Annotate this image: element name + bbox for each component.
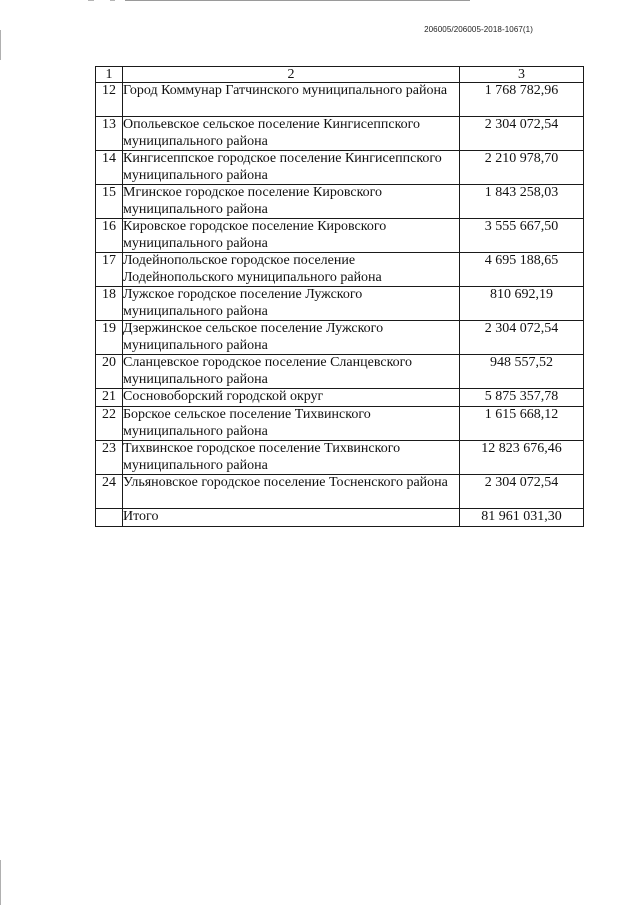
municipality-name: Кингисеппское городское поселение Кингисеппского муниципального района <box>123 151 460 185</box>
column-header-name: 2 <box>123 67 460 83</box>
total-row <box>96 509 584 527</box>
amount-value: 5 875 357,78 <box>460 389 584 407</box>
amount-value: 4 695 188,65 <box>460 253 584 287</box>
row-number: 21 <box>96 389 123 407</box>
table-row <box>96 407 584 441</box>
row-number: 13 <box>96 117 123 151</box>
total-label: Итого <box>123 509 460 527</box>
row-number: 24 <box>96 475 123 509</box>
table-row <box>96 287 584 321</box>
table-row <box>96 389 584 407</box>
amount-value: 810 692,19 <box>460 287 584 321</box>
municipality-name: Сланцевское городское поселение Сланцевского муниципального района <box>123 355 460 389</box>
amount-value: 948 557,52 <box>460 355 584 389</box>
amount-value: 2 210 978,70 <box>460 151 584 185</box>
scan-edge <box>0 860 1 905</box>
scan-top-rule <box>125 0 470 1</box>
municipality-name: Тихвинское городское поселение Тихвинского муниципального района <box>123 441 460 475</box>
amount-value: 2 304 072,54 <box>460 475 584 509</box>
table-row <box>96 117 584 151</box>
municipality-name: Борское сельское поселение Тихвинского муниципального района <box>123 407 460 441</box>
column-header-amount: 3 <box>460 67 584 83</box>
municipality-name: Ульяновское городское поселение Тосненского района <box>123 475 460 509</box>
table-row <box>96 185 584 219</box>
table-row <box>96 441 584 475</box>
distribution-table <box>95 66 584 527</box>
amount-value: 1 615 668,12 <box>460 407 584 441</box>
row-number: 17 <box>96 253 123 287</box>
table-row <box>96 475 584 509</box>
table-row <box>96 219 584 253</box>
row-number: 20 <box>96 355 123 389</box>
table-header-row <box>96 67 584 83</box>
table-row <box>96 355 584 389</box>
row-number: 18 <box>96 287 123 321</box>
municipality-name: Дзержинское сельское поселение Лужского муниципального района <box>123 321 460 355</box>
table-row <box>96 83 584 117</box>
municipality-name: Кировское городское поселение Кировского муниципального района <box>123 219 460 253</box>
amount-value: 1 843 258,03 <box>460 185 584 219</box>
municipality-name: Опольевское сельское поселение Кингисеппского муниципального района <box>123 117 460 151</box>
scan-mark <box>110 0 115 4</box>
scan-mark <box>88 0 94 4</box>
row-number: 19 <box>96 321 123 355</box>
municipality-name: Мгинское городское поселение Кировского муниципального района <box>123 185 460 219</box>
municipality-name: Город Коммунар Гатчинского муниципального района <box>123 83 460 117</box>
amount-value: 2 304 072,54 <box>460 117 584 151</box>
table-row <box>96 253 584 287</box>
table-row <box>96 151 584 185</box>
row-number: 16 <box>96 219 123 253</box>
amount-value: 12 823 676,46 <box>460 441 584 475</box>
table-row <box>96 321 584 355</box>
municipality-name: Лодейнопольское городское поселение Лодейнопольского муниципального района <box>123 253 460 287</box>
total-amount: 81 961 031,30 <box>460 509 584 527</box>
amount-value: 2 304 072,54 <box>460 321 584 355</box>
amount-value: 1 768 782,96 <box>460 83 584 117</box>
row-number: 14 <box>96 151 123 185</box>
row-number: 15 <box>96 185 123 219</box>
row-number: 22 <box>96 407 123 441</box>
municipality-name: Сосновоборский городской округ <box>123 389 460 407</box>
column-header-number: 1 <box>96 67 123 83</box>
amount-value: 3 555 667,50 <box>460 219 584 253</box>
municipality-name: Лужское городское поселение Лужского муниципального района <box>123 287 460 321</box>
document-id: 206005/206005-2018-1067(1) <box>424 25 533 34</box>
row-number: 12 <box>96 83 123 117</box>
scan-edge <box>0 30 1 60</box>
row-number: 23 <box>96 441 123 475</box>
total-number-cell <box>96 509 123 527</box>
